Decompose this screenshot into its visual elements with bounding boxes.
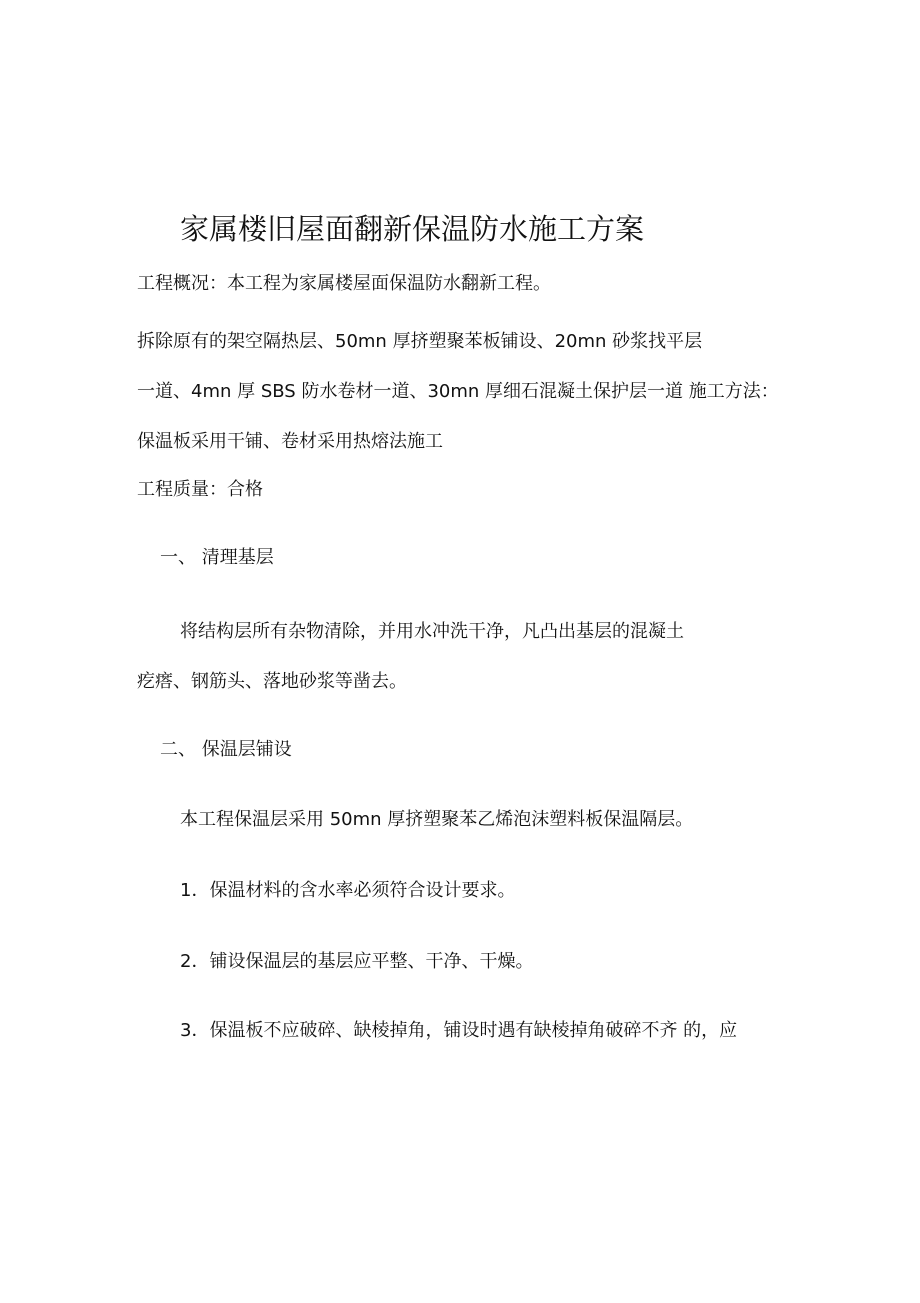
method-line: 保温板采用干铺、卷材采用热熔法施工 (137, 431, 443, 452)
section-2-item-1: 1．保温材料的含水率必须符合设计要求。 (180, 880, 516, 901)
section-1-paragraph-line-1: 将结构层所有杂物清除，并用水冲洗干净，凡凸出基层的混凝土 (180, 621, 684, 642)
section-2-intro: 本工程保温层采用 50mn 厚挤塑聚苯乙烯泡沫塑料板保温隔层。 (180, 809, 694, 830)
section-1-heading: 一、 清理基层 (160, 547, 274, 568)
scope-line-1: 拆除原有的架空隔热层、50mn 厚挤塑聚苯板铺设、20mn 砂浆找平层 (137, 331, 703, 352)
section-2-item-3: 3．保温板不应破碎、缺棱掉角，铺设时遇有缺棱掉角破碎不齐 的，应 (180, 1020, 738, 1041)
overview-line: 工程概况：本工程为家属楼屋面保温防水翻新工程。 (137, 273, 551, 294)
section-1-paragraph-line-2: 疙瘩、钢筋头、落地砂浆等凿去。 (137, 671, 407, 692)
quality-line: 工程质量：合格 (137, 479, 263, 500)
section-2-heading: 二、 保温层铺设 (160, 739, 292, 760)
document-title: 家属楼旧屋面翻新保温防水施工方案 (180, 212, 645, 246)
scope-line-2: 一道、4mn 厚 SBS 防水卷材一道、30mn 厚细石混凝土保护层一道 施工方法： (137, 381, 779, 402)
section-2-item-2: 2．铺设保温层的基层应平整、干净、干燥。 (180, 951, 534, 972)
